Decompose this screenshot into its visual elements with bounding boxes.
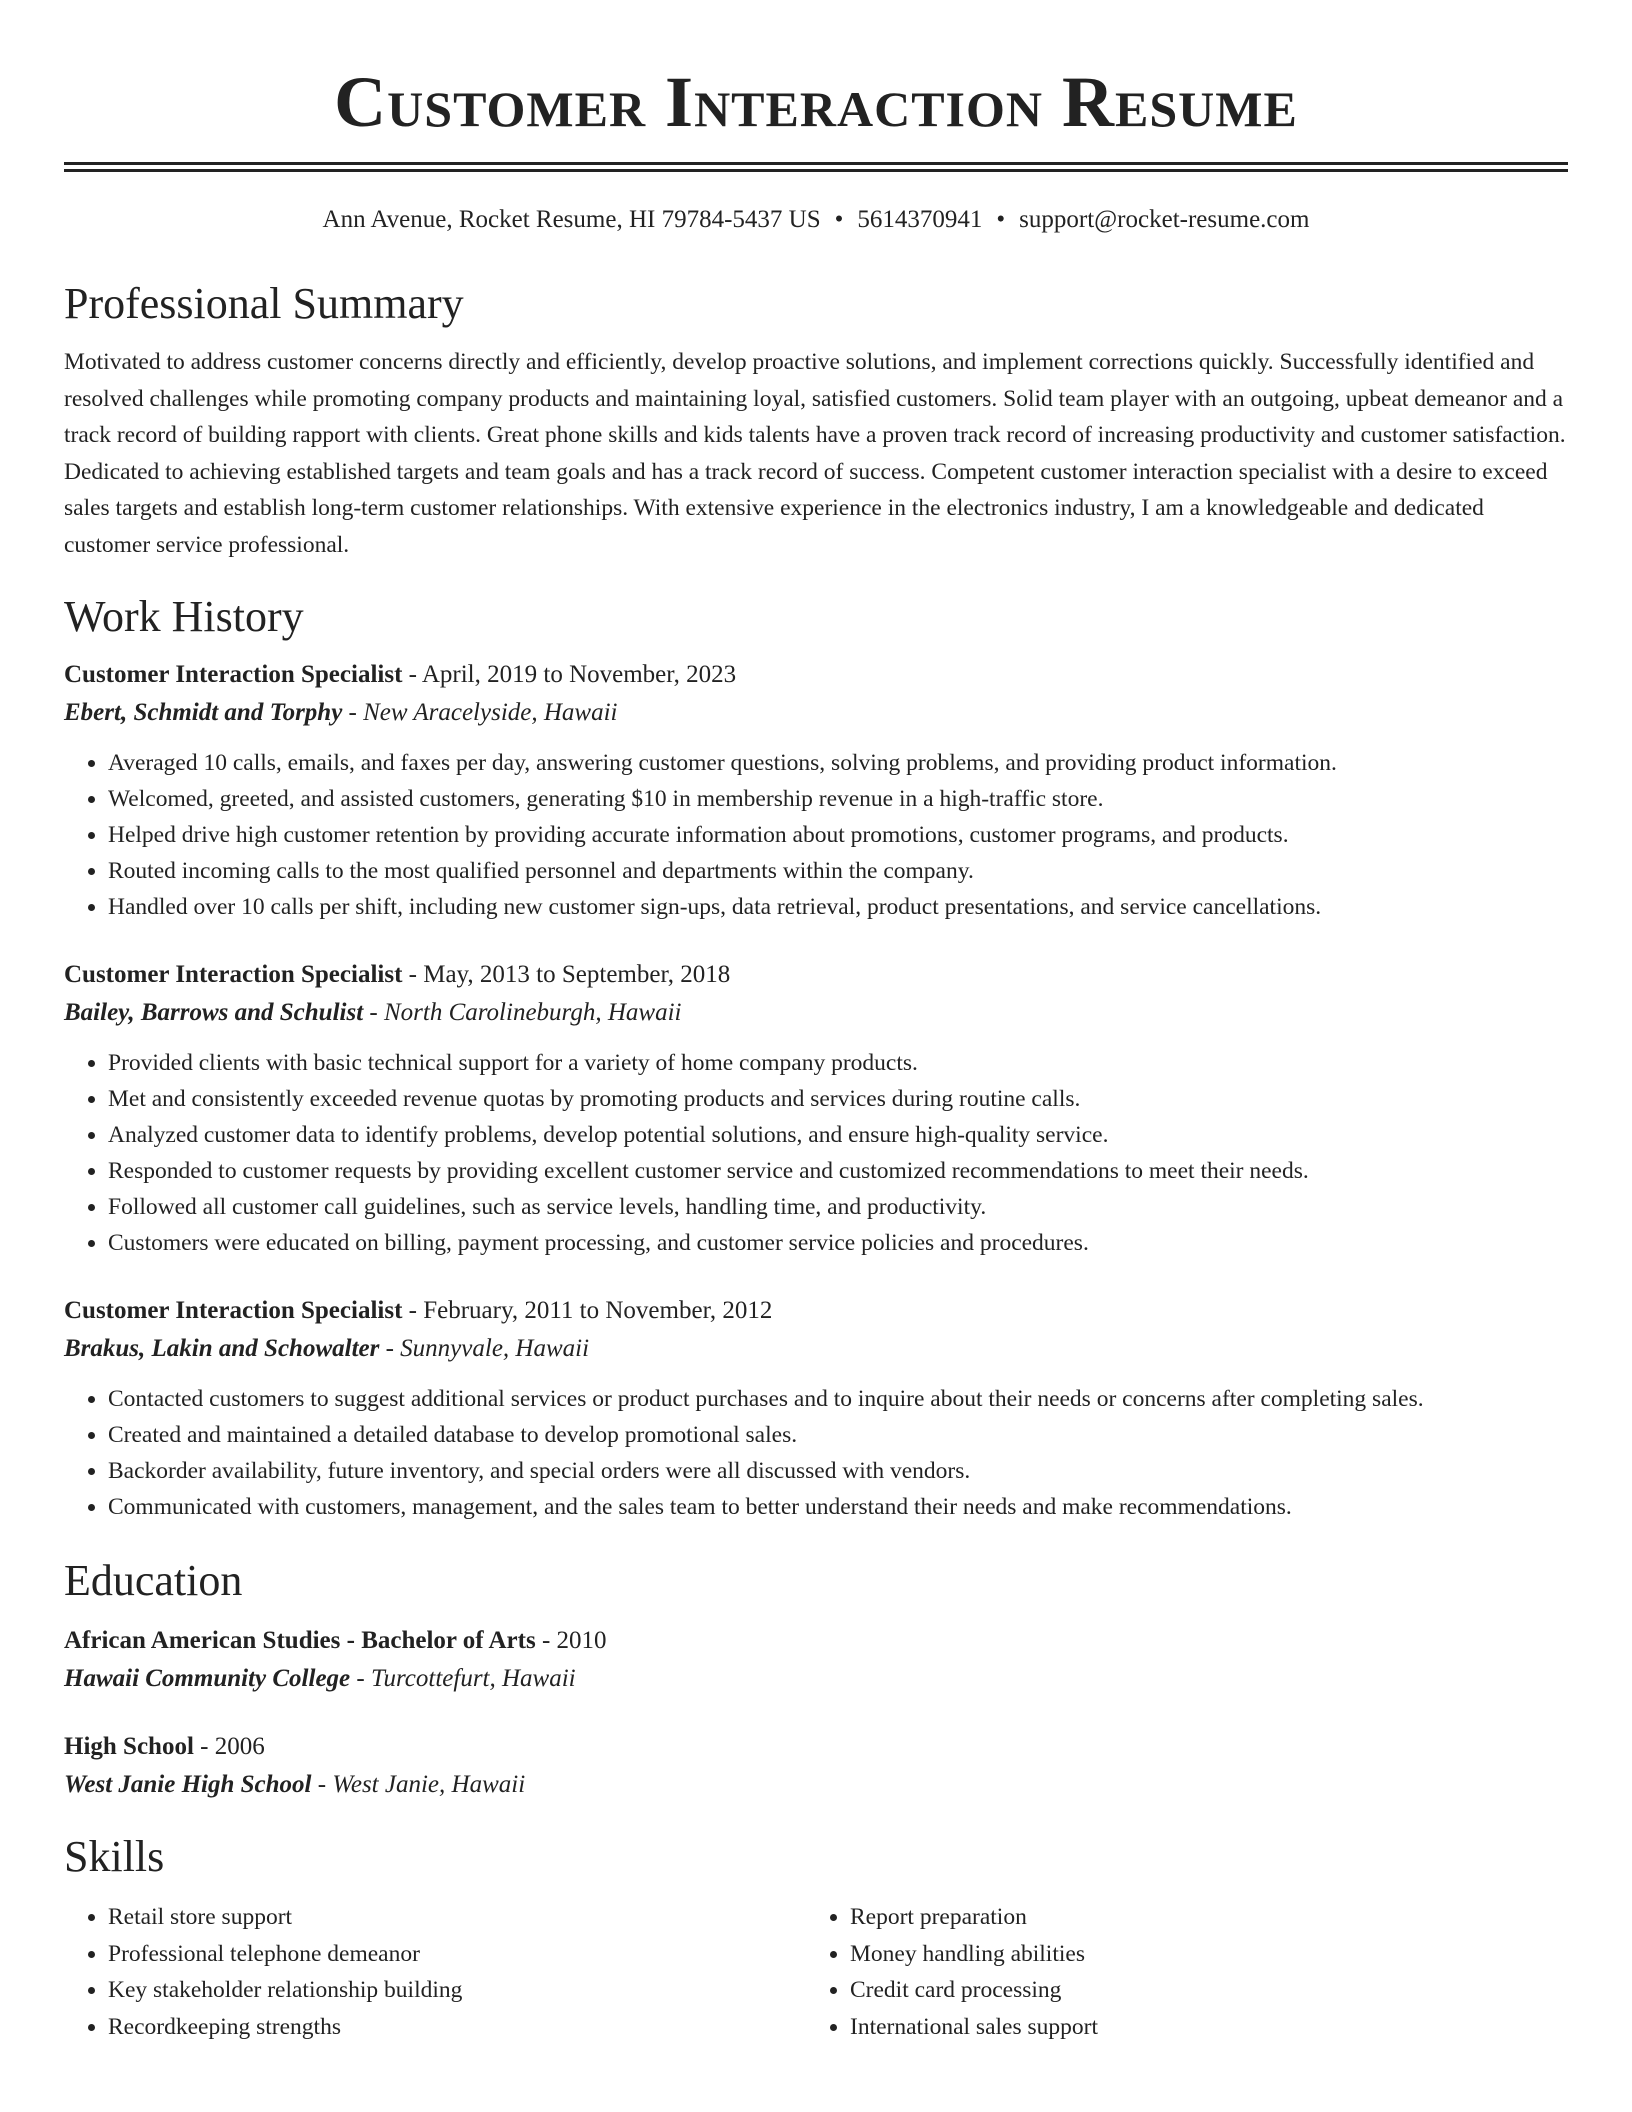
education-school: West Janie High School [64, 1771, 312, 1798]
skill-item: • Recordkeeping strengths [108, 2009, 806, 2046]
job-duties-list [64, 1381, 1568, 1525]
summary-heading: Professional Summary [64, 279, 464, 328]
job-dates: - May, 2013 to September, 2018 [402, 961, 731, 988]
job-duty: • Provided clients with basic technical support for a variety of home company products. [108, 1045, 1568, 1081]
skill-item: • Retail store support [108, 1899, 806, 1936]
title-double-rule [64, 162, 1568, 172]
job-dates: - February, 2011 to November, 2012 [402, 1297, 773, 1324]
education-location: - Turcottefurt, Hawaii [350, 1665, 576, 1692]
contact-separator: • [834, 206, 844, 233]
job-employer [64, 997, 1568, 1029]
skills-heading: Skills [64, 1832, 165, 1881]
job-location: - Sunnyvale, Hawaii [379, 1335, 590, 1362]
education-year: - 2006 [193, 1733, 265, 1760]
job-entry [64, 659, 1568, 925]
job-header [64, 659, 1568, 691]
contact-address: Ann Avenue, Rocket Resume, HI 79784-5437 US [322, 206, 821, 233]
contact-line [64, 204, 1568, 236]
job-role: Customer Interaction Specialist [64, 1297, 403, 1324]
job-duty: • Contacted customers to suggest additional services or product purchases and to inquire about their needs or concerns after completing sales. [108, 1381, 1568, 1417]
job-company: Ebert, Schmidt and Torphy [64, 699, 343, 726]
skill-item: • Key stakeholder relationship building [108, 1972, 806, 2009]
job-header [64, 1295, 1568, 1327]
job-location: - New Aracelyside, Hawaii [342, 699, 618, 726]
work-history-heading: Work History [64, 592, 304, 641]
skills-list-left [64, 1899, 806, 2045]
job-duties-list [64, 745, 1568, 925]
job-duty: • Followed all customer call guidelines, such as service levels, handling time, and productivity. [108, 1189, 1568, 1225]
job-dates: - April, 2019 to November, 2023 [402, 661, 737, 688]
skill-item: • International sales support [850, 2009, 1548, 2046]
job-duty: • Created and maintained a detailed database to develop promotional sales. [108, 1417, 1568, 1453]
job-role: Customer Interaction Specialist [64, 961, 403, 988]
contact-phone: 5614370941 [857, 206, 983, 233]
skills-columns [64, 1899, 1568, 2045]
job-duty: • Responded to customer requests by providing excellent customer service and customized recommendations to meet their needs. [108, 1153, 1568, 1189]
job-duty: • Routed incoming calls to the most qualified personnel and departments within the company. [108, 853, 1568, 889]
summary-text: Motivated to address customer concerns directly and efficiently, develop proactive solutions, and implement corrections quickly. Successfully identified and resolved challenges while promoting company products and maintaining loyal, satisfied customers. Solid team player with an outgoing, upbeat demeanor and a track record of building rapport with clients. Great phone skills and kids talents have a proven track record of increasing productivity and customer satisfaction. Dedicated to achieving established targets and team goals and has a track record of success. Competent customer interaction specialist with a desire to exceed sales targets and establish long-term customer relationships. With extensive experience in the electronics industry, I am a knowledgeable and dedicated customer service professional. [64, 349, 1566, 558]
job-duty: • Helped drive high customer retention by providing accurate information about promotions, customer programs, and products. [108, 817, 1568, 853]
job-duty: • Customers were educated on billing, payment processing, and customer service policies and procedures. [108, 1225, 1568, 1261]
job-header [64, 959, 1568, 991]
education-institution [64, 1769, 1568, 1801]
job-entry [64, 1295, 1568, 1525]
education-location: - West Janie, Hawaii [311, 1771, 526, 1798]
job-duty: • Welcomed, greeted, and assisted customers, generating $10 in membership revenue in a high-traffic store. [108, 781, 1568, 817]
education-heading: Education [64, 1556, 243, 1605]
education-degree: African American Studies - Bachelor of Arts [64, 1627, 536, 1654]
education-degree: High School [64, 1733, 194, 1760]
skill-item: • Money handling abilities [850, 1936, 1548, 1973]
skill-item: • Credit card processing [850, 1972, 1548, 2009]
resume-title: Customer Interaction Resume [334, 62, 1298, 142]
job-location: - North Carolineburgh, Hawaii [363, 999, 682, 1026]
job-duties-list [64, 1045, 1568, 1261]
job-duty: • Communicated with customers, management, and the sales team to better understand their needs and make recommendations. [108, 1489, 1568, 1525]
education-entry [64, 1625, 1568, 1695]
skills-list-right [806, 1899, 1548, 2045]
job-duty: • Backorder availability, future inventory, and special orders were all discussed with vendors. [108, 1453, 1568, 1489]
contact-separator: • [996, 206, 1006, 233]
skill-item: • Report preparation [850, 1899, 1548, 1936]
job-company: Brakus, Lakin and Schowalter [64, 1335, 380, 1362]
job-entry [64, 959, 1568, 1261]
education-header [64, 1625, 1568, 1657]
education-entry [64, 1731, 1568, 1801]
education-school: Hawaii Community College [64, 1665, 351, 1692]
education-header [64, 1731, 1568, 1763]
job-employer [64, 1333, 1568, 1365]
education-year: - 2010 [535, 1627, 607, 1654]
skill-item: • Professional telephone demeanor [108, 1936, 806, 1973]
education-institution [64, 1663, 1568, 1695]
job-role: Customer Interaction Specialist [64, 661, 403, 688]
job-employer [64, 697, 1568, 729]
job-duty: • Met and consistently exceeded revenue quotas by promoting products and services during routine calls. [108, 1081, 1568, 1117]
job-duty: • Handled over 10 calls per shift, including new customer sign-ups, data retrieval, product presentations, and service cancellations. [108, 889, 1568, 925]
job-duty: • Analyzed customer data to identify problems, develop potential solutions, and ensure high-quality service. [108, 1117, 1568, 1153]
job-company: Bailey, Barrows and Schulist [64, 999, 364, 1026]
job-duty: • Averaged 10 calls, emails, and faxes per day, answering customer questions, solving problems, and providing product information. [108, 745, 1568, 781]
contact-email: support@rocket-resume.com [1019, 206, 1310, 233]
